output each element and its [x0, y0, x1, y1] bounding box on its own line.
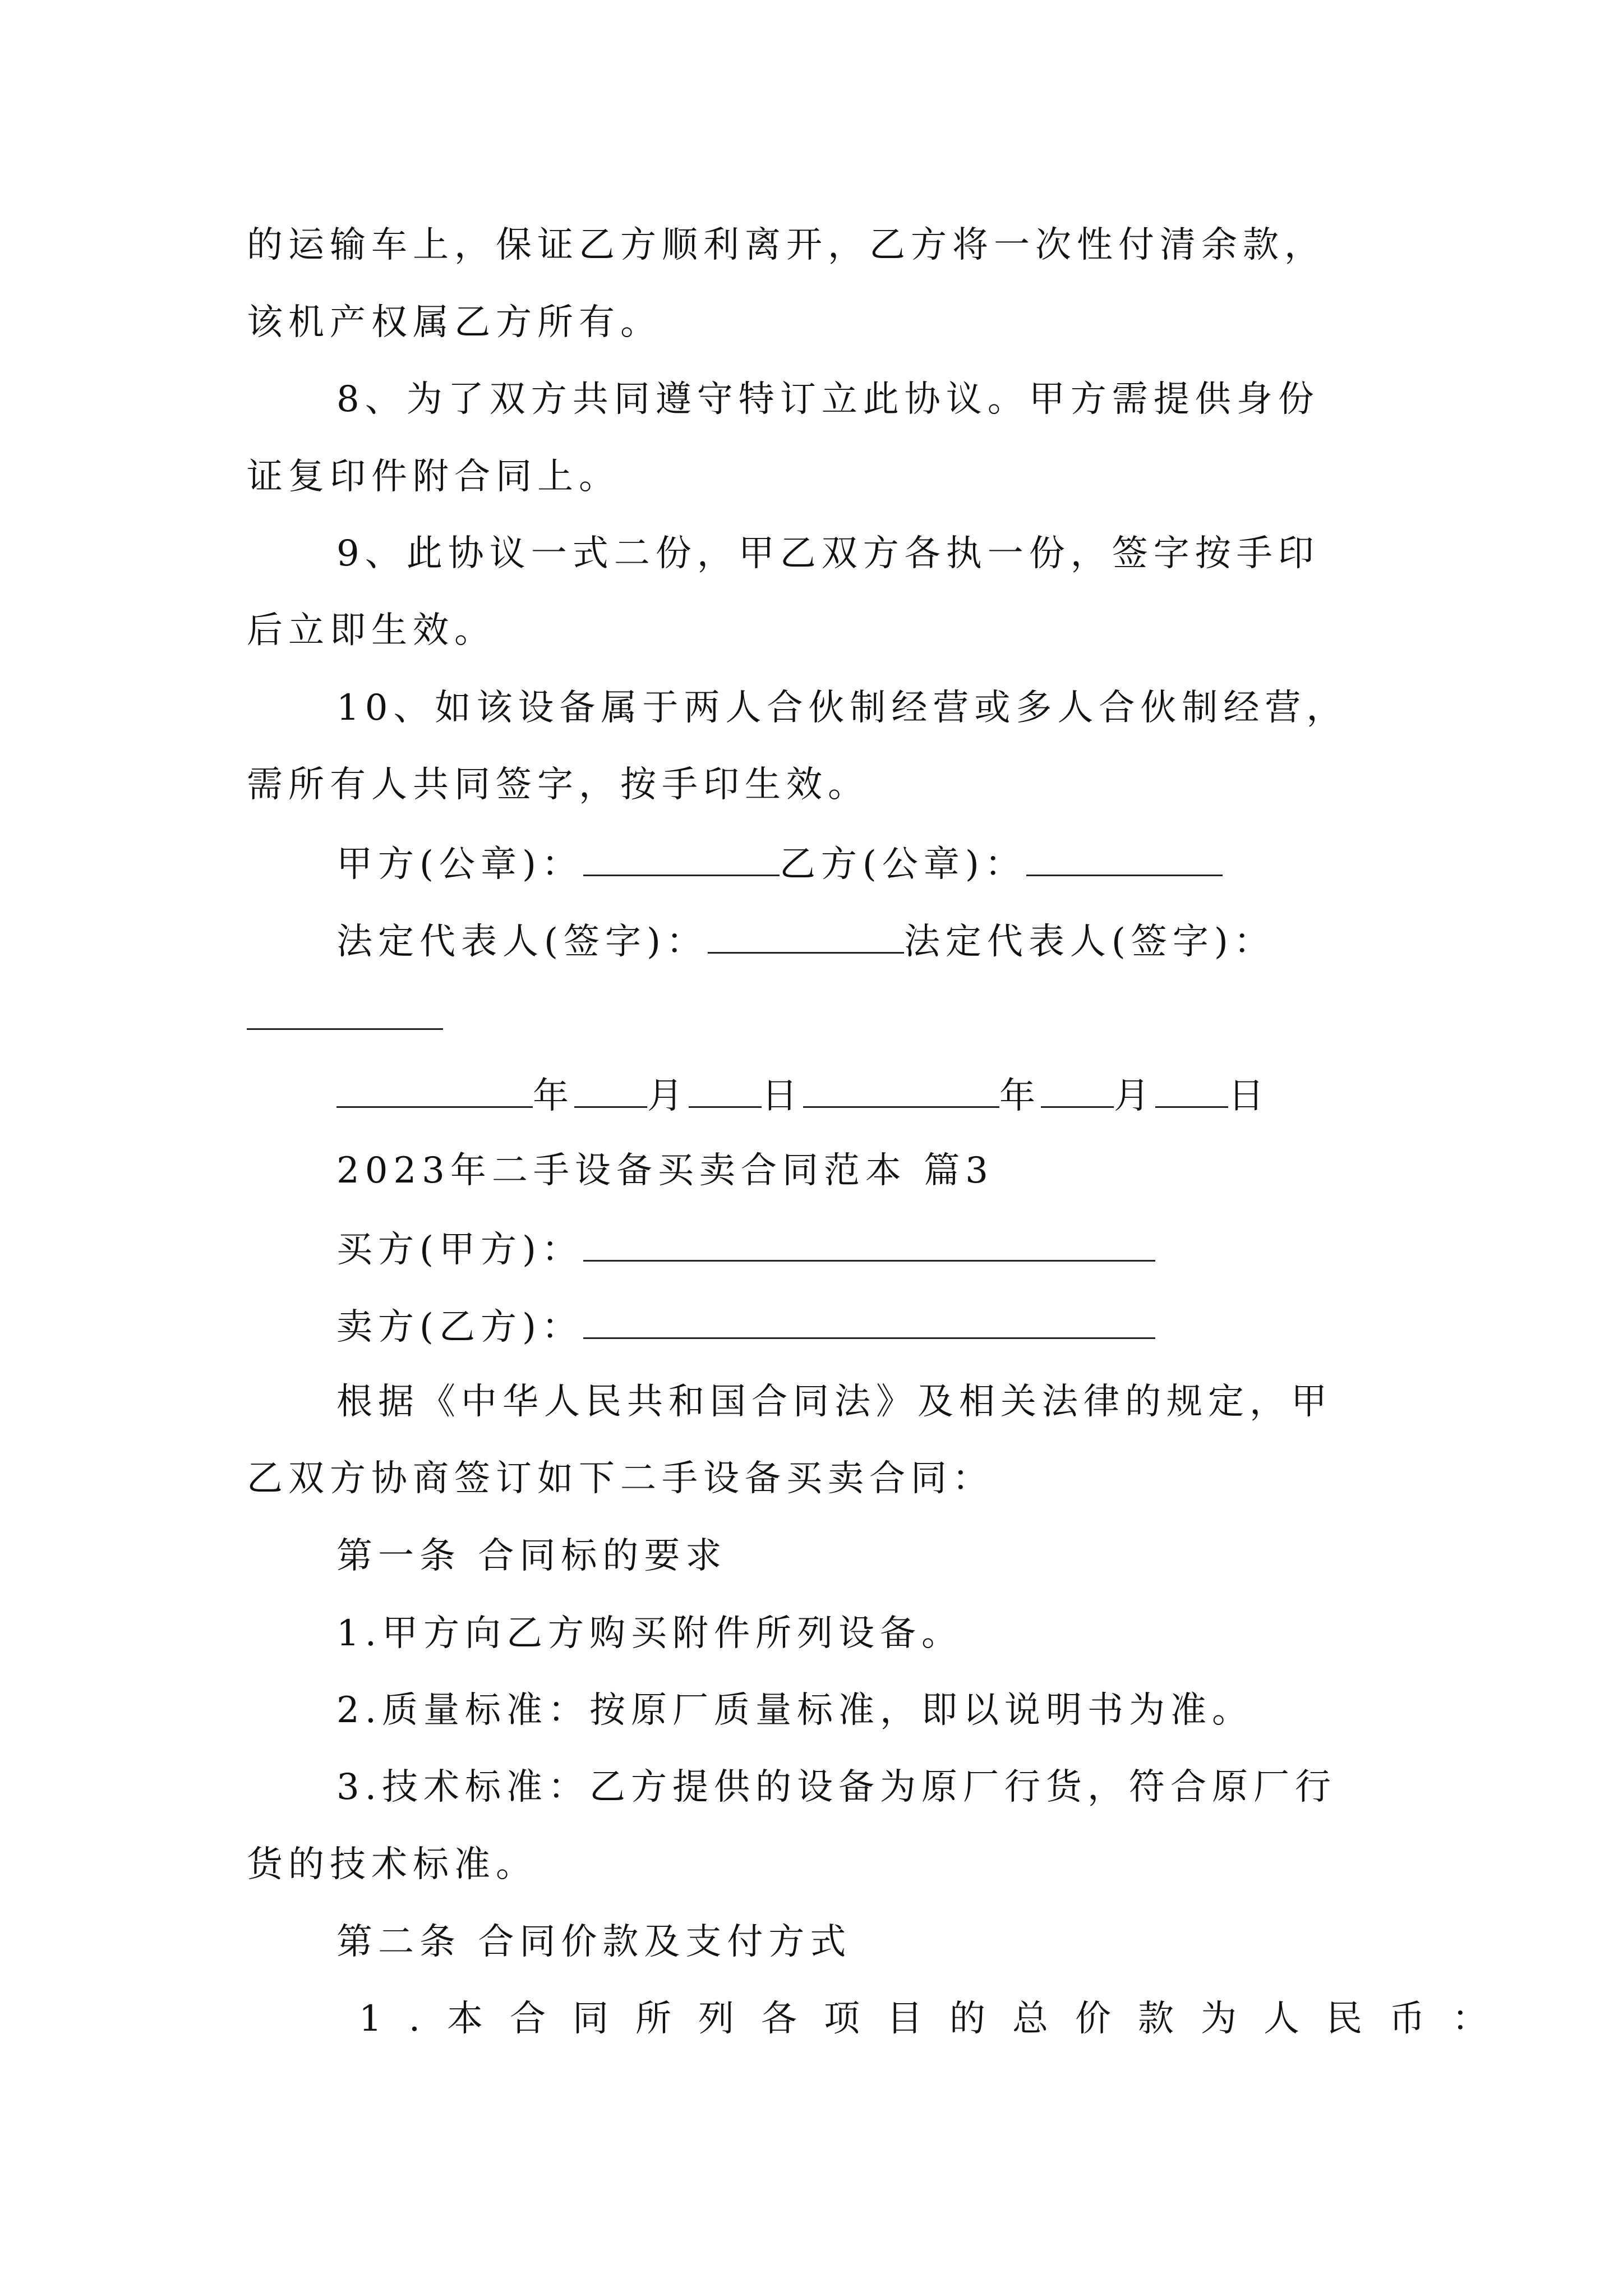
article-1-title: 第一条 合同标的要求: [336, 1535, 727, 1577]
paragraph-line: 的运输车上，保证乙方顺利离开，乙方将一次性付清余款，: [247, 224, 1326, 266]
article-1-item: 1.甲方向乙方购买附件所列设备。: [336, 1613, 963, 1654]
clause-10-line: 10、如该设备属于两人合伙制经营或多人合伙制经营，: [336, 687, 1348, 729]
seller-line: [336, 1306, 1155, 1348]
clause-8-line: 8、为了双方共同遵守特订立此协议。甲方需提供身份: [336, 379, 1320, 420]
date-line: [336, 1075, 1270, 1117]
month-b-label: 月: [1114, 1075, 1155, 1117]
paragraph-line: 证复印件附合同上。: [247, 456, 620, 498]
rep-a-blank[interactable]: [708, 922, 904, 954]
article-2-item: 1.本合同所列各项目的总价款为人民币：: [359, 1998, 1515, 2040]
party-a-seal-blank[interactable]: [583, 844, 780, 876]
rep-b-label: 法定代表人(签字)：: [903, 921, 1275, 963]
seller-label: 卖方(乙方)：: [336, 1306, 583, 1348]
article-1-item: 2.质量标准：按原厂质量标准，即以说明书为准。: [336, 1690, 1254, 1731]
day-a-label: 日: [762, 1075, 803, 1117]
section-title: 2023年二手设备买卖合同范本 篇3: [336, 1150, 994, 1191]
buyer-line: [336, 1229, 1155, 1271]
rep-b-blank[interactable]: [247, 1028, 443, 1030]
day-b-blank[interactable]: [1155, 1076, 1228, 1108]
year-a-label: 年: [533, 1075, 574, 1117]
clause-9-line: 9、此协议一式二份，甲乙双方各执一份，签字按手印: [336, 533, 1320, 574]
article-1-item: 3.技术标准：乙方提供的设备为原厂行货，符合原厂行: [336, 1766, 1337, 1808]
seal-line: [336, 844, 1223, 885]
article-2-title: 第二条 合同价款及支付方式: [336, 1921, 852, 1963]
paragraph-line: 后立即生效。: [247, 610, 496, 651]
party-b-seal-label: 乙方(公章)：: [779, 844, 1026, 885]
paragraph-line: 该机产权属乙方所有。: [247, 302, 662, 343]
month-a-label: 月: [647, 1075, 689, 1117]
buyer-blank[interactable]: [583, 1230, 1155, 1262]
buyer-label: 买方(甲方)：: [336, 1229, 583, 1271]
party-b-seal-blank[interactable]: [1026, 844, 1223, 876]
article-1-item: 货的技术标准。: [247, 1844, 537, 1885]
paragraph-line: 需所有人共同签字，按手印生效。: [247, 764, 869, 806]
seller-blank[interactable]: [583, 1307, 1155, 1339]
year-a-blank[interactable]: [336, 1076, 533, 1108]
day-a-blank[interactable]: [689, 1076, 762, 1108]
month-b-blank[interactable]: [1041, 1076, 1114, 1108]
intro-line: 乙双方协商签订如下二手设备买卖合同：: [247, 1458, 994, 1499]
month-a-blank[interactable]: [574, 1076, 647, 1108]
intro-line: 根据《中华人民共和国合同法》及相关法律的规定，甲: [336, 1381, 1332, 1423]
representative-line: [336, 921, 1275, 963]
day-b-label: 日: [1228, 1075, 1270, 1117]
year-b-label: 年: [999, 1075, 1041, 1117]
year-b-blank[interactable]: [803, 1076, 999, 1108]
rep-a-label: 法定代表人(签字)：: [336, 921, 708, 963]
party-a-seal-label: 甲方(公章)：: [336, 844, 583, 885]
